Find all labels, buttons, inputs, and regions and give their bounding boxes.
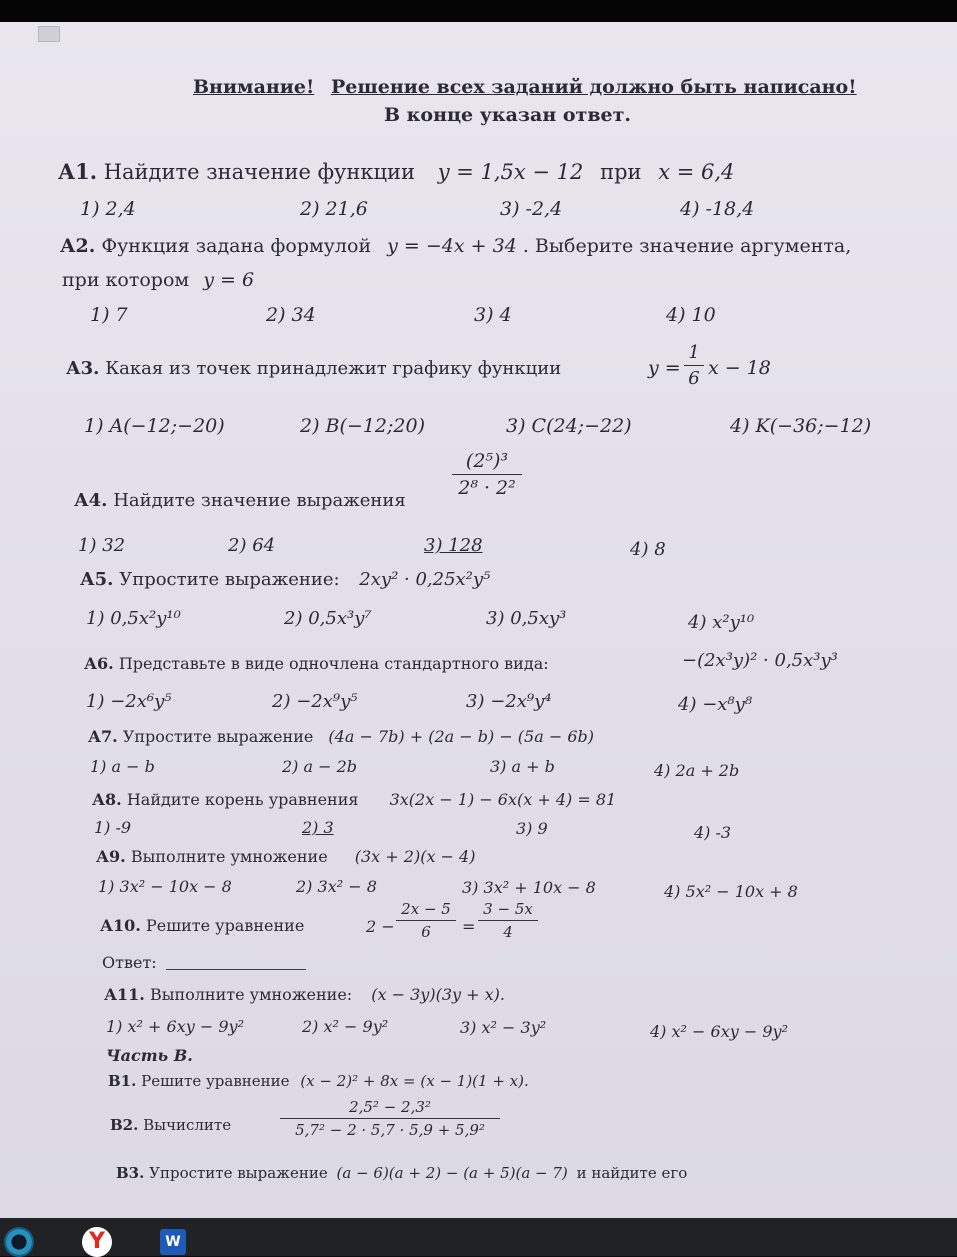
- a10-f1-bar: [396, 920, 456, 921]
- a10-f1-num: 2x − 5: [401, 900, 451, 918]
- a9-option-2: 2) 3x² − 8: [296, 877, 377, 896]
- b3-formula: (a − 6)(a + 2) − (a + 5)(a − 7): [336, 1164, 568, 1182]
- a1-question: [58, 159, 734, 184]
- a3-text: Какая из точек принадлежит графику функции: [105, 358, 562, 379]
- a8-formula: 3x(2x − 1) − 6x(x + 4) = 81: [389, 790, 617, 809]
- a2-text3: при котором: [62, 269, 190, 291]
- a10-equals: =: [462, 917, 476, 936]
- a7-label: А7.: [88, 727, 118, 746]
- a10-answer-label: Ответ:: [102, 953, 157, 972]
- a8-option-3: 3) 9: [516, 819, 548, 838]
- a3-option-2: 2) B(−12;20): [300, 415, 426, 437]
- part-b-heading: Часть В.: [106, 1046, 193, 1065]
- a8-option-4: 4) -3: [694, 823, 732, 842]
- b1-question: [108, 1072, 529, 1090]
- taskbar: [0, 1218, 957, 1256]
- a5-option-2: 2) 0,5x³y⁷: [284, 608, 372, 629]
- a10-text: Решите уравнение: [145, 916, 305, 935]
- a9-formula: (3x + 2)(x − 4): [354, 847, 476, 866]
- a6-option-2: 2) −2x⁹y⁵: [272, 691, 358, 712]
- a3-formula-lhs: y =: [648, 357, 681, 379]
- a6-option-1: 1) −2x⁶y⁵: [86, 691, 172, 712]
- b2-label: В2.: [110, 1116, 139, 1134]
- a5-option-3: 3) 0,5xy³: [486, 608, 567, 629]
- a10-fraction-2: [478, 900, 538, 941]
- a11-option-2: 2) x² − 9y²: [302, 1017, 389, 1036]
- b3-question: [116, 1164, 687, 1182]
- a7-option-1: 1) a − b: [90, 757, 155, 776]
- a5-option-4: 4) x²y¹⁰: [688, 612, 755, 633]
- a6-question: [84, 654, 549, 673]
- a2-text: Функция задана формулой: [101, 235, 372, 257]
- a10-answer: [102, 953, 306, 972]
- a9-option-1: 1) 3x² − 10x − 8: [98, 877, 232, 896]
- b1-formula: (x − 2)² + 8x = (x − 1)(1 + x).: [300, 1072, 529, 1090]
- a2-cond: y = 6: [203, 269, 255, 291]
- a5-formula: 2xy² · 0,25x²y⁵: [359, 569, 491, 590]
- a6-option-4: 4) −x⁸y⁸: [678, 694, 753, 715]
- a4-question: [74, 490, 406, 511]
- a3-frac-den: 6: [688, 368, 700, 389]
- a8-question: [92, 790, 616, 809]
- a2-formula: y = −4x + 34: [387, 235, 517, 257]
- a7-option-4: 4) 2a + 2b: [654, 761, 740, 780]
- a1-when: при: [600, 160, 642, 184]
- a4-label: А4.: [74, 490, 108, 511]
- a11-question: [104, 985, 505, 1004]
- a6-option-3: 3) −2x⁹y⁴: [466, 691, 552, 712]
- a4-frac-den: 2⁸ · 2²: [458, 477, 516, 499]
- header-line2: В конце указан ответ.: [384, 104, 631, 126]
- attention-word: Внимание!: [193, 76, 315, 98]
- a7-option-2: 2) a − 2b: [282, 757, 358, 776]
- a4-option-4: 4) 8: [630, 539, 666, 560]
- a11-option-3: 3) x² − 3y²: [460, 1018, 547, 1037]
- a11-option-1: 1) x² + 6xy − 9y²: [106, 1017, 244, 1036]
- b2-fraction: [280, 1098, 500, 1139]
- a7-formula: (4a − 7b) + (2a − b) − (5a − 6b): [328, 727, 595, 746]
- a4-text: Найдите значение выражения: [113, 490, 406, 511]
- a11-option-4: 4) x² − 6xy − 9y²: [650, 1022, 788, 1041]
- a8-label: А8.: [92, 790, 122, 809]
- a7-question: [88, 727, 594, 746]
- a5-question: [80, 569, 490, 590]
- a6-label: А6.: [84, 654, 114, 673]
- b1-text: Решите уравнение: [141, 1072, 290, 1090]
- a3-label: А3.: [66, 358, 100, 379]
- a10-lead: 2 −: [366, 917, 395, 936]
- b3-text: Упростите выражение: [149, 1164, 328, 1182]
- a4-fraction: [452, 450, 522, 499]
- a4-option-3: 3) 128: [424, 535, 483, 556]
- a10-f2-num: 3 − 5x: [483, 900, 533, 918]
- b3-tail: и найдите его: [576, 1164, 688, 1182]
- browser-icon[interactable]: [4, 1227, 34, 1257]
- a9-text: Выполните умножение: [130, 847, 328, 866]
- a2-question-cont: [62, 269, 254, 291]
- a9-option-3: 3) 3x² + 10x − 8: [462, 878, 596, 897]
- a1-option-4: 4) -18,4: [680, 198, 755, 220]
- b2-question: [110, 1116, 231, 1134]
- b2-frac-den: 5,7² − 2 · 5,7 · 5,9 + 5,9²: [295, 1121, 485, 1139]
- a5-text: Упростите выражение:: [119, 569, 340, 590]
- a11-formula: (x − 3y)(3y + x).: [371, 985, 505, 1004]
- a10-f1-den: 6: [421, 923, 431, 941]
- a10-label: А10.: [100, 916, 141, 935]
- a10-fraction-1: [396, 900, 456, 941]
- a7-text: Упростите выражение: [122, 727, 314, 746]
- a4-frac-num: (2⁵)³: [465, 450, 509, 472]
- b2-frac-num: 2,5² − 2,3²: [349, 1098, 431, 1116]
- b3-label: В3.: [116, 1164, 145, 1182]
- paper-clip-mark: [38, 26, 60, 42]
- word-icon[interactable]: W: [160, 1229, 186, 1255]
- a6-text: Представьте в виде одночлена стандартного вида:: [118, 654, 549, 673]
- a9-label: А9.: [96, 847, 126, 866]
- a7-option-3: 3) a + b: [490, 757, 555, 776]
- a2-option-4: 4) 10: [666, 304, 716, 326]
- a3-option-3: 3) C(24;−22): [506, 415, 632, 437]
- a1-option-1: 1) 2,4: [80, 198, 136, 220]
- a3-formula-rhs: x − 18: [708, 357, 771, 379]
- a10-answer-line: [166, 969, 306, 970]
- a1-cond: x = 6,4: [658, 160, 735, 184]
- a11-text: Выполните умножение:: [149, 985, 353, 1004]
- a6-formula: −(2x³y)² · 0,5x³y³: [682, 650, 838, 671]
- a4-option-1: 1) 32: [78, 535, 126, 556]
- a4-option-2: 2) 64: [228, 535, 276, 556]
- a8-text: Найдите корень уравнения: [126, 790, 359, 809]
- header-line1: [193, 76, 857, 98]
- header-instruction: Решение всех заданий должно быть написано!: [330, 76, 857, 98]
- a3-frac-bar: [684, 365, 704, 366]
- a2-label: А2.: [60, 235, 96, 257]
- b2-frac-bar: [280, 1118, 500, 1119]
- a2-option-3: 3) 4: [474, 304, 512, 326]
- a2-text2: . Выберите значение аргумента,: [522, 235, 852, 257]
- a9-option-4: 4) 5x² − 10x + 8: [664, 882, 798, 901]
- a1-formula: y = 1,5x − 12: [437, 160, 584, 184]
- a2-question: [60, 235, 851, 257]
- a10-f2-bar: [478, 920, 538, 921]
- a2-option-2: 2) 34: [266, 304, 316, 326]
- yandex-icon[interactable]: Y: [82, 1227, 112, 1257]
- a11-label: А11.: [104, 985, 145, 1004]
- a2-option-1: 1) 7: [90, 304, 128, 326]
- a3-option-1: 1) A(−12;−20): [84, 415, 225, 437]
- a10-f2-den: 4: [503, 923, 513, 941]
- a5-option-1: 1) 0,5x²y¹⁰: [86, 608, 181, 629]
- a3-fraction: [684, 342, 704, 389]
- a8-option-1: 1) -9: [94, 818, 132, 837]
- a8-option-2: 2) 3: [302, 818, 334, 837]
- a4-frac-bar: [452, 474, 522, 475]
- a5-label: А5.: [80, 569, 114, 590]
- b1-label: В1.: [108, 1072, 137, 1090]
- a10-question: [100, 916, 304, 935]
- a1-option-2: 2) 21,6: [300, 198, 368, 220]
- a9-question: [96, 847, 475, 866]
- top-bar: [0, 0, 957, 22]
- b2-text: Вычислите: [143, 1116, 232, 1134]
- a3-frac-num: 1: [688, 342, 700, 363]
- a1-text: Найдите значение функции: [103, 160, 415, 184]
- a3-option-4: 4) K(−36;−12): [730, 415, 872, 437]
- a3-question: [66, 358, 561, 379]
- a1-option-3: 3) -2,4: [500, 198, 563, 220]
- worksheet-photo: [0, 22, 957, 1218]
- a1-label: А1.: [58, 159, 98, 184]
